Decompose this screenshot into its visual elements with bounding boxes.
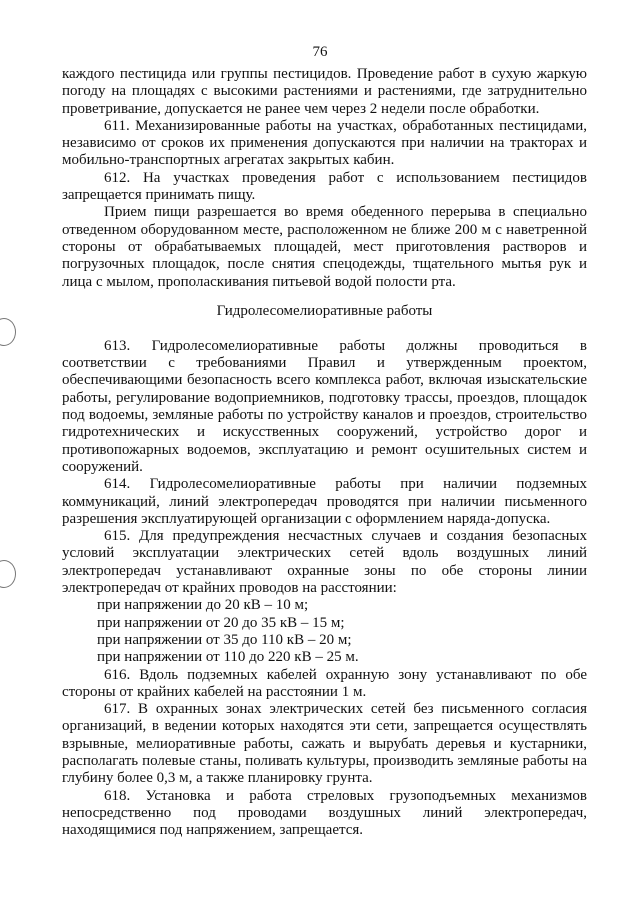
paragraph-613: 613. Гидролесомелиоративные работы должны проводиться в соответствии с требованиями Правил и утвержденным проектом, обеспечивающими безопасность всего комплекса работ, включая изыскательские работы, регулирование водоприемников, подготовку трассы, проездов, площадок под водоемы, земляные работы по устройству каналов и проездов, строительство гидротехнических и искусственных сооружений, устройство дорог и противопожарных водоемов, эксплуатацию и ремонт осушительных систем и сооружений. bbox=[62, 337, 587, 475]
paragraph-614: 614. Гидролесомелиоративные работы при наличии подземных коммуникаций, линий электропередач проводятся при наличии письменного разрешения эксплуатирующей организации с оформлением наряда-допуска. bbox=[62, 476, 587, 527]
voltage-list-item: при напряжении от 110 до 220 кВ – 25 м. bbox=[97, 649, 359, 666]
punch-hole-mark bbox=[0, 318, 16, 346]
document-body bbox=[62, 66, 587, 839]
paragraph-618: 618. Установка и работа стреловых грузоподъемных механизмов непосредственно под проводами воздушных линий электропередач, находящимися под напряжением, запрещается. bbox=[62, 787, 587, 839]
paragraph-617: 617. В охранных зонах электрических сетей без письменного согласия организаций, в ведении которых находятся эти сети, запрещается осуществлять взрывные, мелиоративные работы, сажать и вырубать деревья и кустарники, располагать полевые станы, поливать культуры, производить земляные работы на глубину более 0,3 м, а также планировку грунта. bbox=[62, 701, 587, 787]
paragraph-612: 612. На участках проведения работ с использованием пестицидов запрещается принимать пищу. bbox=[62, 169, 587, 204]
paragraph-continuation: каждого пестицида или группы пестицидов. Проведение работ в сухую жаркую погоду на площадях с высокими растениями и растениями, где затруднительно проветривание, допускается не ранее чем через 2 недели после обработки. bbox=[62, 66, 587, 117]
voltage-list-item: при напряжении от 20 до 35 кВ – 15 м; bbox=[97, 614, 345, 631]
paragraph-615: 615. Для предупреждения несчастных случаев и создания безопасных условий эксплуатации электрических сетей вдоль воздушных линий электропередач устанавливают охранные зоны по обе стороны линии электропередач от крайних проводов на расстоянии: bbox=[62, 528, 587, 597]
punch-hole-mark bbox=[0, 560, 16, 588]
voltage-list-item: при напряжении до 20 кВ – 10 м; bbox=[97, 597, 309, 614]
paragraph-612-meal: Прием пищи разрешается во время обеденного перерыва в специально отведенном оборудованном месте, расположенном не ближе 200 м с наветренной стороны от обрабатываемых площадей, мест приготовления растворов и погрузочных площадок, после снятия спецодежды, тщательного мытья рук и лица с мылом, прополаскивания питьевой водой полости рта. bbox=[62, 204, 587, 290]
page-number: 76 bbox=[312, 44, 328, 60]
voltage-list-item: при напряжении от 35 до 110 кВ – 20 м; bbox=[97, 631, 352, 648]
paragraph-616: 616. Вдоль подземных кабелей охранную зону устанавливают по обе стороны от крайних кабелей на расстоянии 1 м. bbox=[62, 666, 587, 700]
paragraph-611: 611. Механизированные работы на участках, обработанных пестицидами, независимо от сроков их применения допускаются при наличии на тракторах и мобильно-транспортных агрегатах закрытых кабин. bbox=[62, 117, 587, 169]
section-heading: Гидролесомелиоративные работы bbox=[216, 302, 433, 319]
